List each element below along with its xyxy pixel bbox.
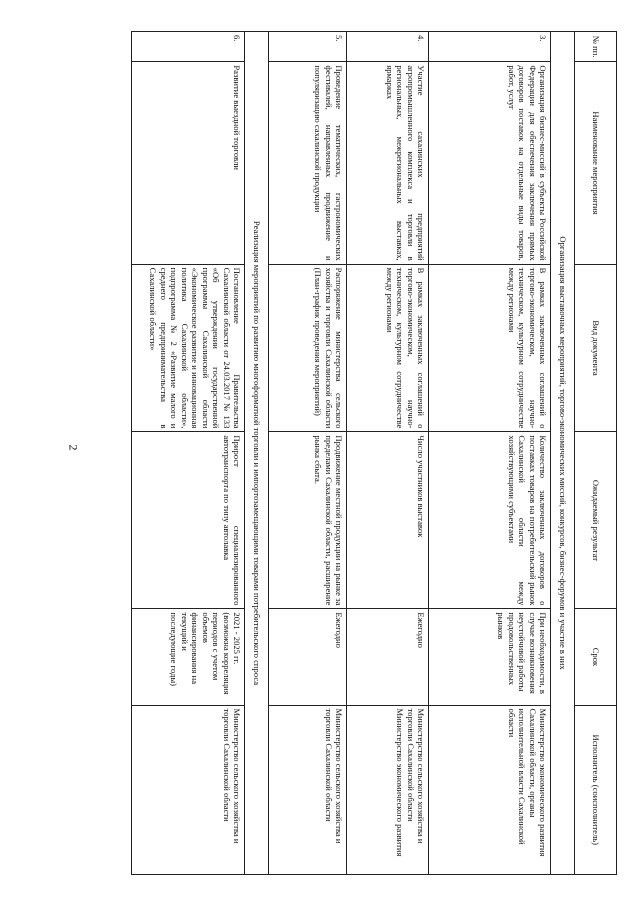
table-row xyxy=(347,32,429,875)
cell-executor: Министерство сельского хозяйства и торговли Сахалинской области xyxy=(132,705,245,874)
cell-deadline: Ежегодно xyxy=(269,609,347,705)
cell-executor: Министерство сельского хозяйства и торговли Сахалинской области xyxy=(269,705,347,874)
cell-document-type: Распоряжение министерства сельского хозяйства и торговли Сахалинской области (План-график проведения мероприятий) xyxy=(269,264,347,432)
header-expected-result: Ожидаемый результат xyxy=(575,432,617,609)
events-table xyxy=(131,31,617,875)
cell-num: 5. xyxy=(269,32,347,62)
document-table-rotated xyxy=(131,31,617,875)
cell-expected-result: Прирост специализированного автотранспорта по типу автолавка xyxy=(132,432,245,609)
table-row xyxy=(429,32,551,875)
section-title: Реализация мероприятий по развитию многоформатной торговли и импортозамещающими товарами потребительского спроса xyxy=(245,32,269,875)
table-row xyxy=(269,32,347,875)
page-number: 2 xyxy=(66,444,81,451)
cell-document-type: В рамках заключенных соглашений о торгово-экономическом, научно-техническом, культурном сотрудничестве между регионами xyxy=(429,264,551,432)
cell-executor: Министерство экономического развития Сахалинской области, органы исполнительной власти Сахалинской области xyxy=(429,705,551,874)
cell-event-name: Проведение тематических, гастрономических фестивалей, направленных продвижение и популяризацию сахалинской продукции xyxy=(269,62,347,264)
section-row xyxy=(245,32,269,875)
cell-num: 3. xyxy=(429,32,551,62)
table-header-row xyxy=(575,32,617,875)
cell-expected-result: Число участников выставок xyxy=(347,432,429,609)
cell-event-name: Участие сахалинских предприятий агропромышленного комплекса и торговли в региональных, межрегиональных выставках, ярмарках xyxy=(347,62,429,264)
cell-expected-result: Количество заключенных договоров о поставках товаров на потребительский рынок Сахалинской области между хозяйствующими субъектами xyxy=(429,432,551,609)
header-executor: Исполнитель (соисполнитель) xyxy=(575,705,617,874)
cell-document-type: Постановление Правительства Сахалинской области от 24.03.2017 № 133 «Об утверждении государственной программы Сахалинской области «Экономическое развитие и инновационная политика Сахалинской области», подпрограмма № 2 «Развитие малого и среднего предпринимательства в Сахалинской области» xyxy=(132,264,245,432)
cell-deadline: При необходимости, в случае возникновения неустойчивой работы продовольственных рынков xyxy=(429,609,551,705)
cell-document-type: В рамках заключенных соглашений о торгово-экономическом, научно-техническом, культурном сотрудничестве между регионами xyxy=(347,264,429,432)
cell-executor: Министерство сельского хозяйства и торговли Сахалинской области Министерство экономического развития xyxy=(347,705,429,874)
table-row xyxy=(132,32,245,875)
section-row xyxy=(551,32,575,875)
header-num: № пп. xyxy=(575,32,617,62)
cell-num: 6. xyxy=(132,32,245,62)
header-event-name: Наименование мероприятия xyxy=(575,62,617,264)
section-title: Организация выставочных мероприятий, торгово-экономических миссий, конкурсов, бизнес-форумов и участие в них xyxy=(551,32,575,875)
cell-expected-result: Продвижение местной продукции на рынке за пределами Сахалинской области, расширение рынка сбыта. xyxy=(269,432,347,609)
header-deadline: Срок xyxy=(575,609,617,705)
cell-deadline: Ежегодно xyxy=(347,609,429,705)
cell-event-name: Развитие выездной торговли xyxy=(132,62,245,264)
cell-num: 4. xyxy=(347,32,429,62)
cell-deadline: 2021 - 2025 гг. (возможна корреляция периодов с учетом объемов финансирования на текущий и последующие годы) xyxy=(132,609,245,705)
header-document-type: Вид документа xyxy=(575,264,617,432)
cell-event-name: Организация бизнес-миссий в субъекты Российской Федерации для обеспечения заключения прямых договоров поставок на отдельные виды товаров, работ, услуг xyxy=(429,62,551,264)
